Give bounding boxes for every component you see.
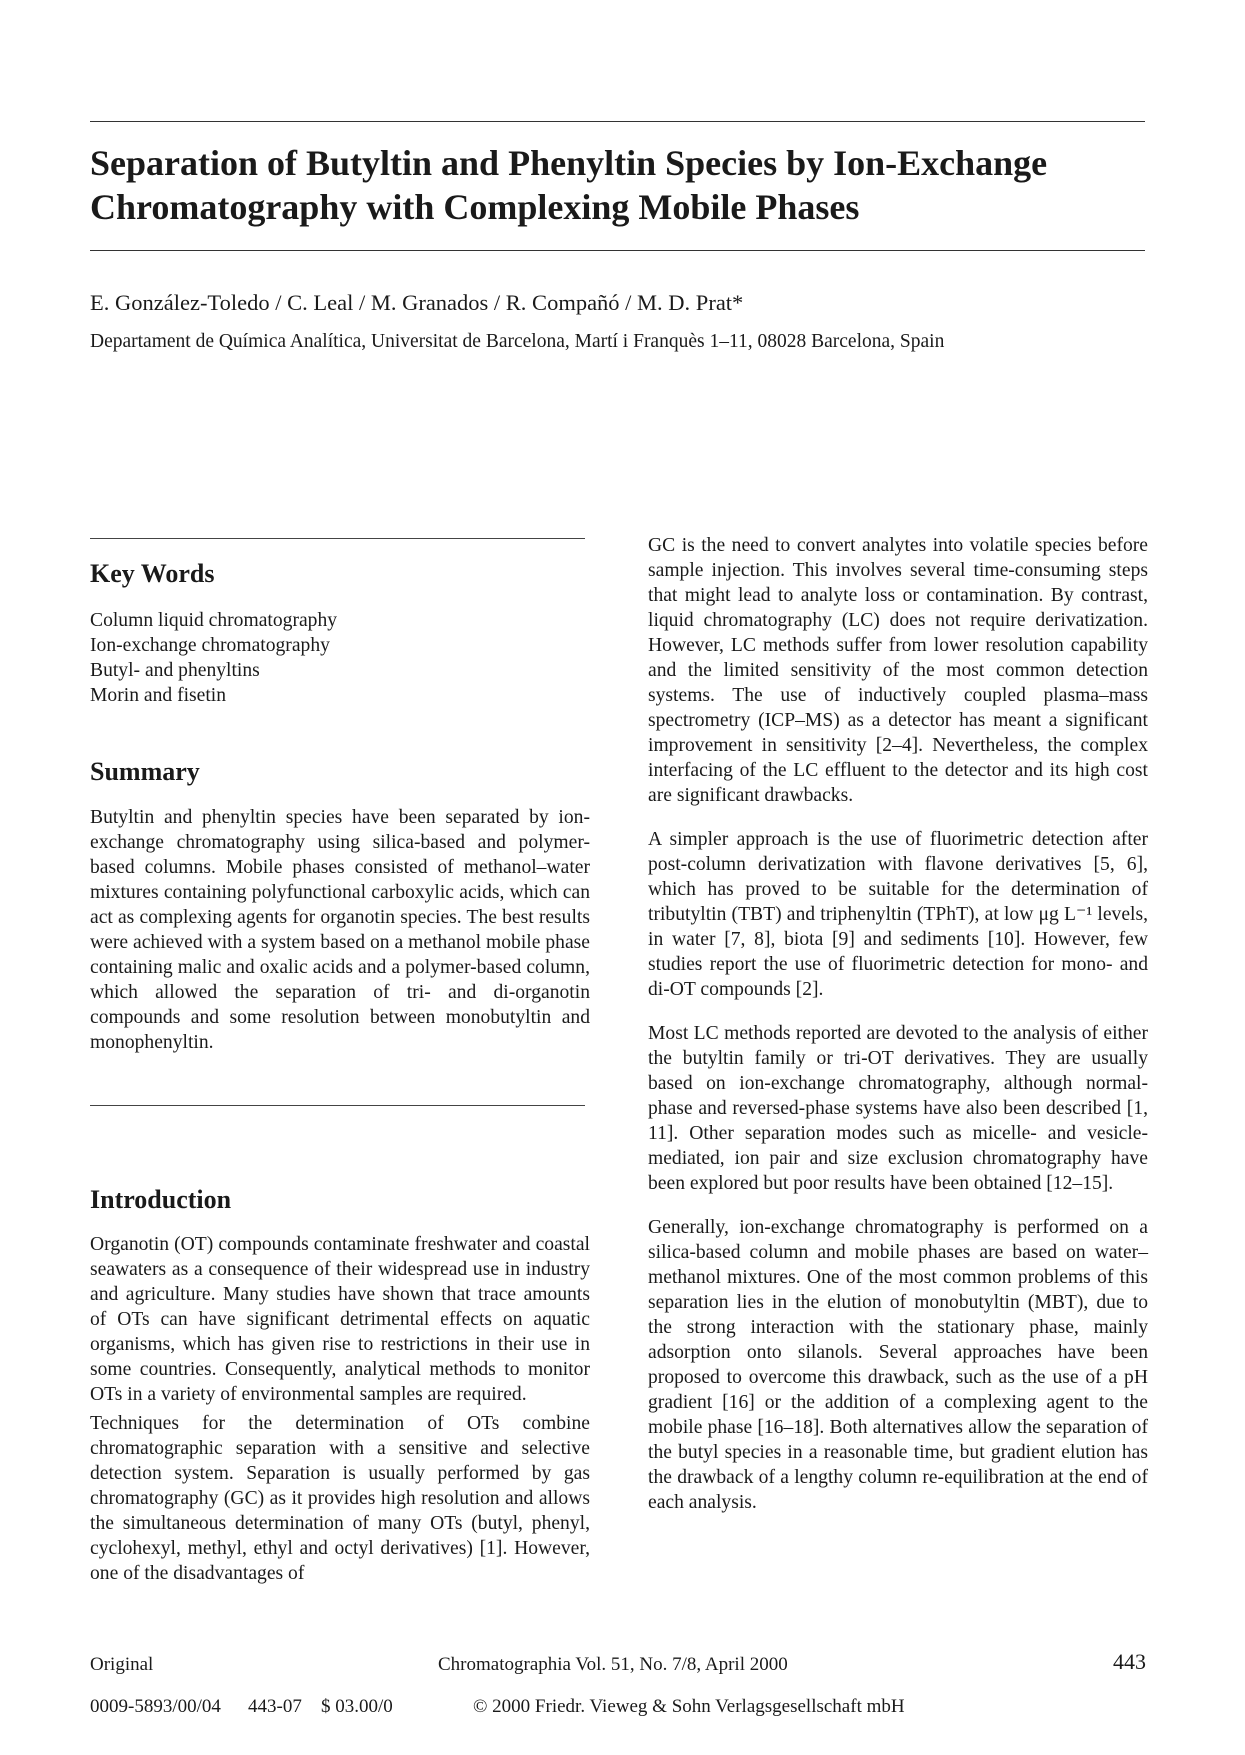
keyword-item: Ion-exchange chromatography — [90, 635, 330, 656]
introduction-section — [90, 1232, 590, 1586]
keywords-top-rule — [90, 538, 585, 539]
price-code: $ 03.00/0 — [321, 1696, 393, 1717]
intro-paragraph-2: Techniques for the determination of OTs combine chromatographic separation with a sensitive and selective detection system. Separation is usually performed by gas chromatography (GC) as it provides high resolution and allows the simultaneous determination of many OTs (butyl, phenyl, cyclohexyl, methyl, ethyl and octyl derivatives) [1]. However, one of the disadvantages of — [90, 1413, 590, 1584]
keyword-item: Butyl- and phenyltins — [90, 660, 260, 681]
summary-heading: Summary — [90, 757, 200, 786]
journal-citation: Chromatographia Vol. 51, No. 7/8, April 2000 — [438, 1654, 788, 1675]
author-list: E. González-Toledo / C. Leal / M. Granados / R. Compañó / M. D. Prat* — [90, 290, 744, 315]
title-bottom-rule — [90, 250, 1145, 251]
intro-paragraph-1: Organotin (OT) compounds contaminate freshwater and coastal seawaters as a consequence of their widespread use in industry and agriculture. Many studies have shown that trace amounts of OTs can have significant detrimental effects on aquatic organisms, which has given rise to restrictions in their use in some countries. Consequently, analytical methods to monitor OTs in a variety of environmental samples are required. — [90, 1234, 590, 1405]
right-paragraph-1: GC is the need to convert analytes into volatile species before sample injection. This involves several time-consuming steps that might lead to analyte loss or contamination. By contrast, liquid chromatography (LC) does not require derivatization. However, LC methods suffer from lower resolution capability and the limited sensitivity of the most common detection systems. The use of inductively coupled plasma–mass spectrometry (ICP–MS) as a detector has meant a significant improvement in sensitivity [2–4]. Nevertheless, the complex interfacing of the LC effluent to the detector and its high cost are significant drawbacks. — [648, 535, 1148, 806]
page-number: 443 — [1113, 1649, 1146, 1674]
keyword-item: Column liquid chromatography — [90, 610, 338, 631]
keyword-list — [90, 608, 337, 708]
copyright-notice: © 2000 Friedr. Vieweg & Sohn Verlagsgesellschaft mbH — [473, 1696, 905, 1717]
introduction-heading: Introduction — [90, 1185, 232, 1214]
right-paragraph-2: A simpler approach is the use of fluorimetric detection after post-column derivatization with flavone derivatives [5, 6], which has proved to be suitable for the determination of tributyltin (TBT) and triphenyltin (TPhT), at low μg L⁻¹ levels, in water [7, 8], biota [9] and sediments [10]. However, few studies report the use of fluorimetric detection for mono- and di-OT compounds [2]. — [648, 829, 1148, 1000]
summary-text: Butyltin and phenyltin species have been separated by ion-exchange chromatography using silica-based and polymer-based columns. Mobile phases consisted of methanol–water mixtures containing polyfunctional carboxylic acids, which can act as complexing agents for organotin species. The best results were achieved with a system based on a methanol mobile phase containing malic and oxalic acids and a polymer-based column, which allowed the separation of tri- and di-organotin compounds and some resolution between monobutyltin and monophenyltin. — [90, 807, 590, 1053]
issn-code: 0009-5893/00/04 — [90, 1696, 221, 1717]
summary-section — [90, 805, 590, 1055]
keywords-heading: Key Words — [90, 559, 215, 588]
top-rule — [90, 121, 1145, 122]
article-title: Separation of Butyltin and Phenyltin Species by Ion-Exchange Chromatography with Complexing Mobile Phases — [90, 143, 1048, 227]
summary-bottom-rule — [90, 1105, 585, 1106]
affiliation: Departament de Química Analítica, Universitat de Barcelona, Martí i Franquès 1–11, 08028 Barcelona, Spain — [90, 331, 945, 352]
pages-code: 443-07 — [248, 1696, 302, 1717]
right-paragraph-4: Generally, ion-exchange chromatography is performed on a silica-based column and mobile phases are based on water–methanol mixtures. One of the most common problems of this separation lies in the elution of monobutyltin (MBT), due to the strong interaction with the stationary phase, mainly adsorption onto silanols. Several approaches have been proposed to overcome this drawback, such as the use of a pH gradient [16] or the addition of a complexing agent to the mobile phase [16–18]. Both alternatives allow the separation of the butyl species in a reasonable time, but gradient elution has the drawback of a lengthy column re-equilibration at the end of each analysis. — [648, 1217, 1148, 1513]
right-column — [648, 533, 1148, 1515]
right-paragraph-3: Most LC methods reported are devoted to the analysis of either the butyltin family or tri-OT derivatives. They are usually based on ion-exchange chromatography, although normal-phase and reversed-phase systems have also been described [1, 11]. Other separation modes such as micelle- and vesicle-mediated, ion pair and size exclusion chromatography have been explored but poor results have been obtained [12–15]. — [648, 1023, 1148, 1194]
keyword-item: Morin and fisetin — [90, 685, 227, 706]
article-type: Original — [90, 1654, 154, 1675]
